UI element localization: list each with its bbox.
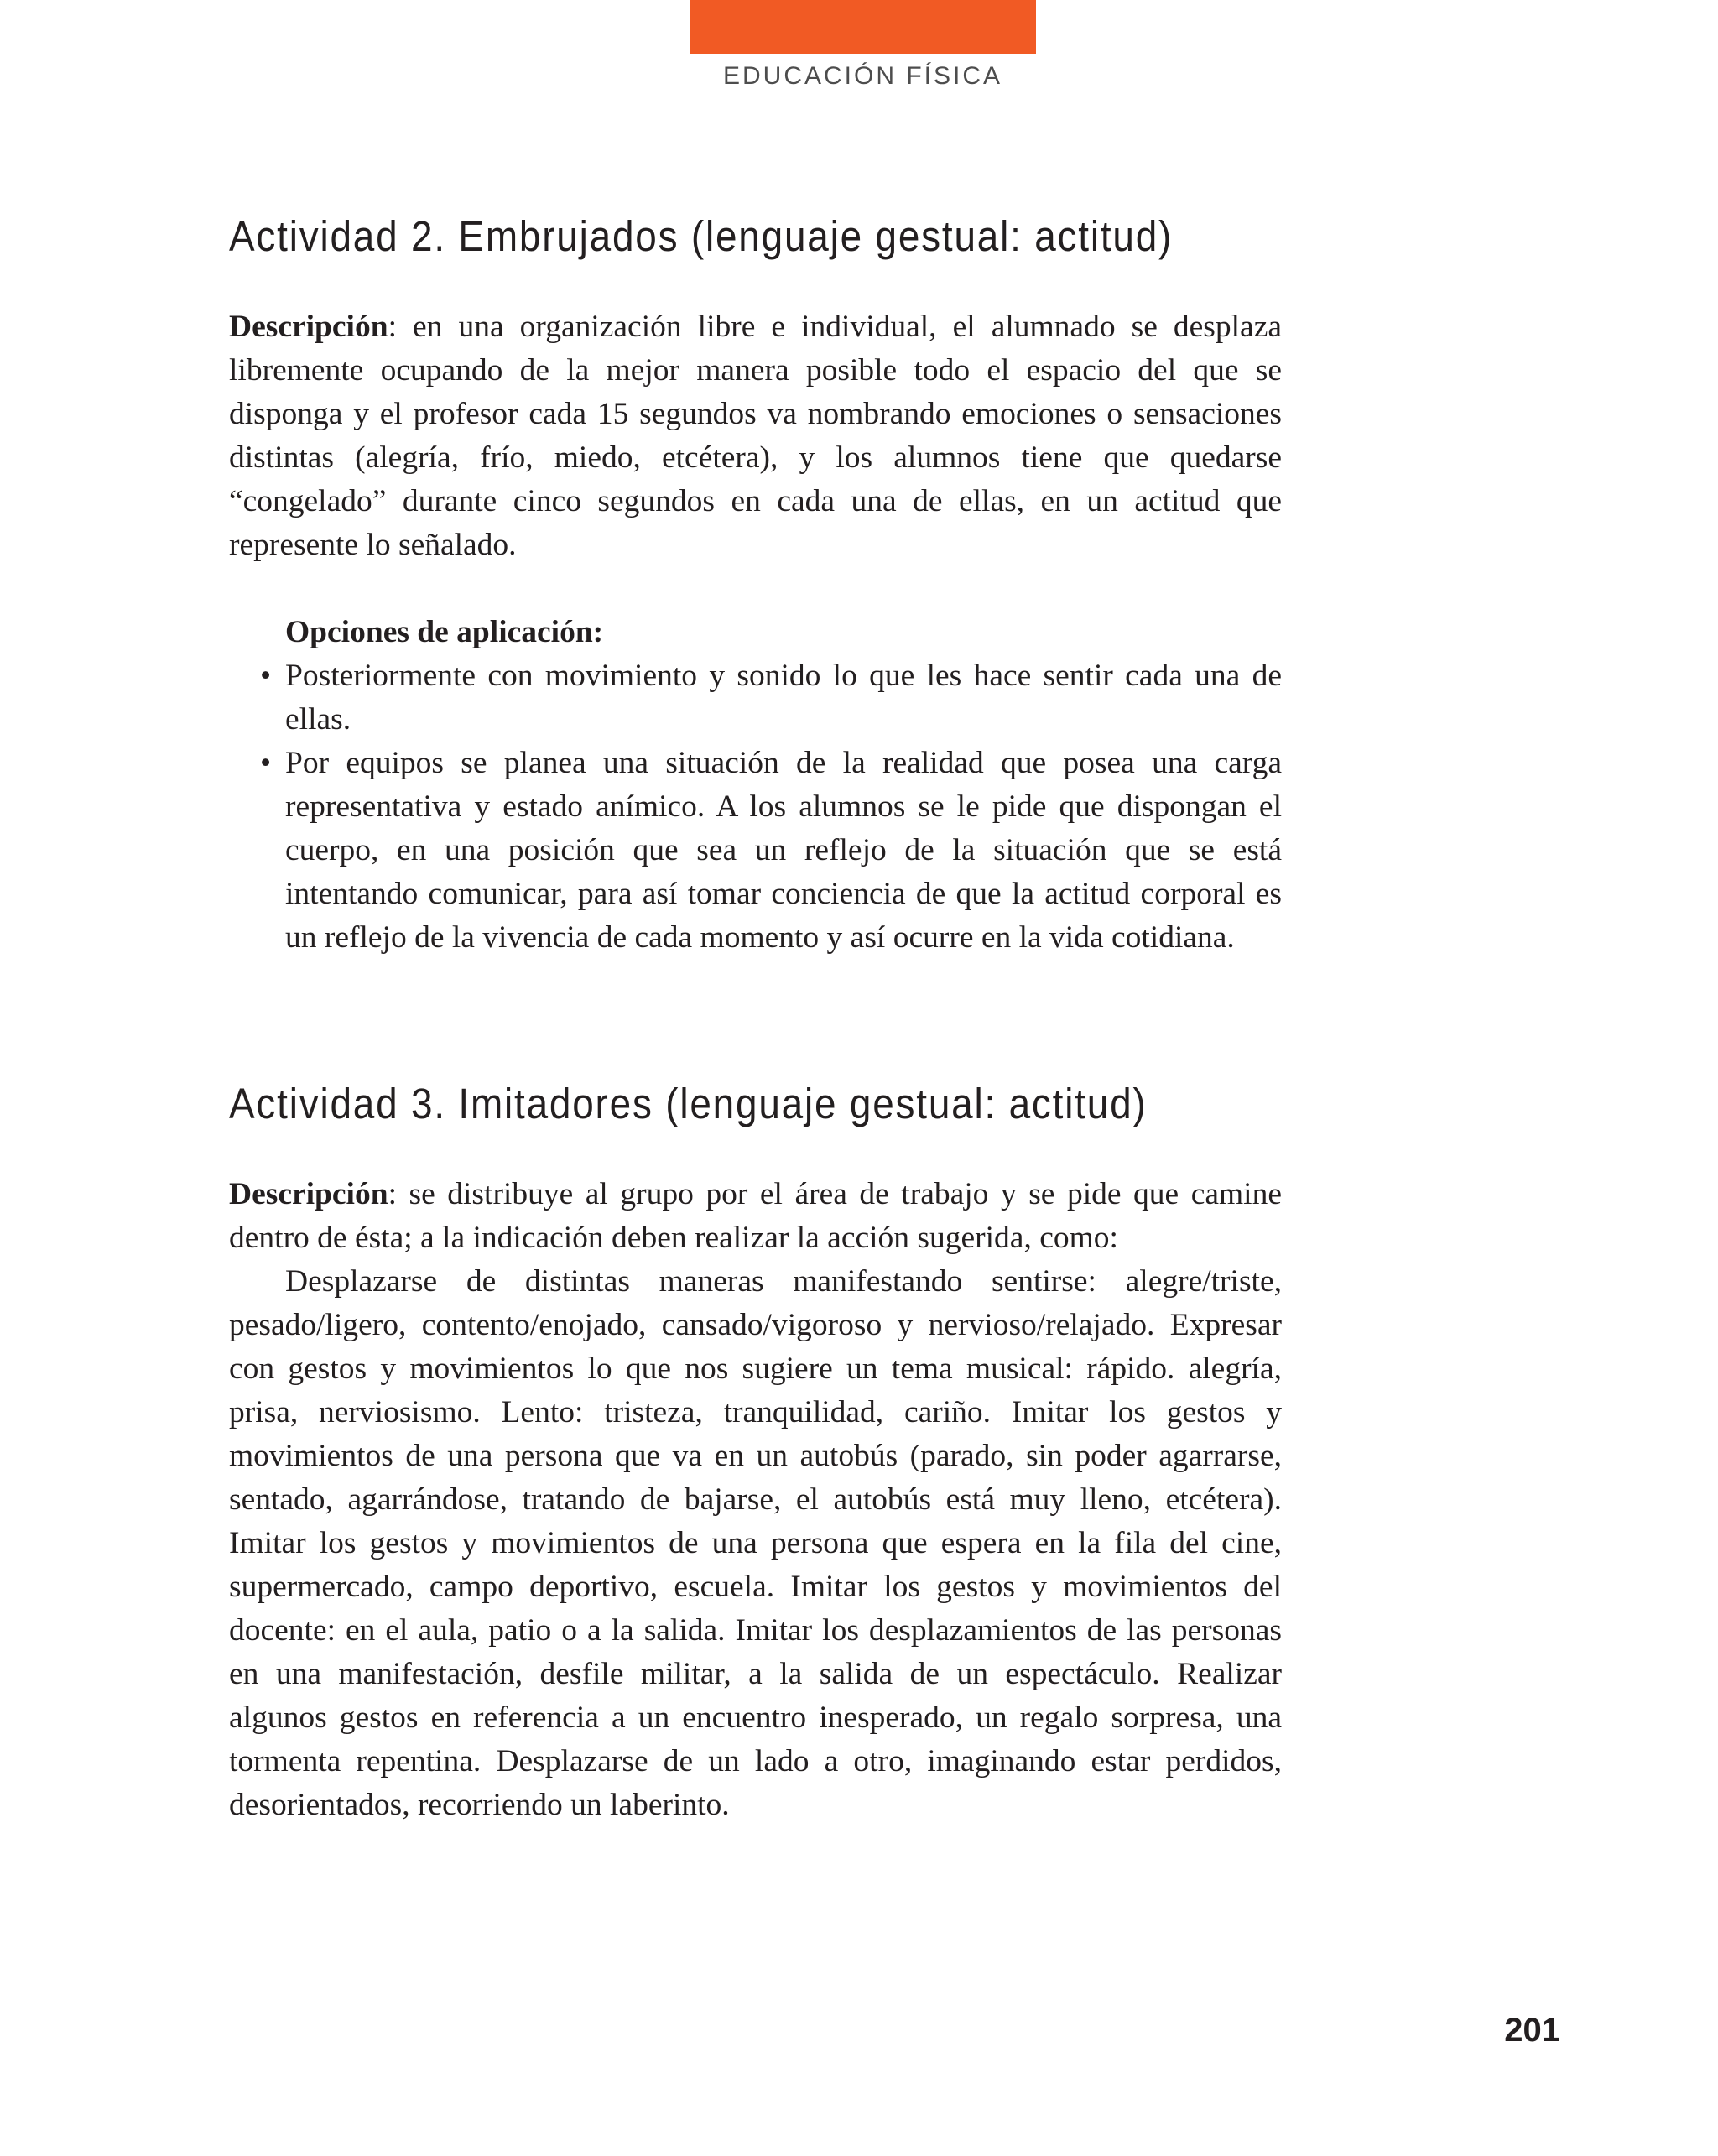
- activity-2-description: [229, 305, 1282, 567]
- description-text: : en una organización libre e individual, el alumnado se desplaza libremente ocupando de la mejor manera posible todo el espacio del que se disponga y el profesor cada 15 segundos va nombrando emociones o sensaciones distintas (alegría, frío, miedo, etcétera), y los alumnos tiene que quedarse “congelado” durante cinco segundos en cada una de ellas, en un actitud que represente lo señalado.: [229, 310, 1282, 562]
- activity-2-title: Actividad 2. Embrujados (lenguaje gestual: actitud): [229, 212, 1174, 260]
- bullet-icon: •: [260, 659, 272, 693]
- page-content: [229, 210, 1282, 1827]
- description-label: Descripción: [229, 310, 388, 344]
- list-item: [260, 742, 1282, 960]
- list-item: [260, 654, 1282, 742]
- description-text: : se distribuye al grupo por el área de trabajo y se pide que camine dentro de ésta; a la indicación deben realizar la acción sugerida, como:: [229, 1177, 1282, 1255]
- description-label: Descripción: [229, 1177, 388, 1211]
- list-item-text: Por equipos se planea una situación de la realidad que posea una carga representativa y estado anímico. A los alumnos se le pide que dispongan el cuerpo, en una posición que sea un reflejo de la situación que se está intentando comunicar, para así tomar conciencia de que la actitud corporal es un reflejo de la vivencia de cada momento y así ocurre en la vida cotidiana.: [285, 746, 1282, 955]
- activity-3-description: [229, 1173, 1282, 1260]
- header-accent-bar: [690, 0, 1036, 54]
- page-number: 201: [1504, 2012, 1560, 2049]
- bullet-icon: •: [260, 746, 272, 780]
- list-item-text: Posteriormente con movimiento y sonido lo que les hace sentir cada una de ellas.: [285, 659, 1282, 737]
- activity-3-title: Actividad 3. Imitadores (lenguaje gestual: actitud): [229, 1080, 1148, 1127]
- options-list: [229, 654, 1282, 960]
- running-header: EDUCACIÓN FÍSICA: [722, 62, 1003, 90]
- options-heading: Opciones de aplicación:: [285, 615, 604, 649]
- activity-3-paragraph: Desplazarse de distintas maneras manifestando sentirse: alegre/triste, pesado/ligero, contento/enojado, cansado/vigoroso y nervioso/relajado. Expresar con gestos y movimientos lo que nos sugiere un tema musical: rápido. alegría, prisa, nerviosismo. Lento: tristeza, tranquilidad, cariño. Imitar los gestos y movimientos de una persona que va en un autobús (parado, sin poder agarrarse, sentado, agarrándose, tratando de bajarse, el autobús está muy lleno, etcétera). Imitar los gestos y movimientos de una persona que espera en la fila del cine, supermercado, campo deportivo, escuela. Imitar los gestos y movimientos del docente: en el aula, patio o a la salida. Imitar los desplazamientos de las personas en una manifestación, desfile militar, a la salida de un espectáculo. Realizar algunos gestos en referencia a un encuentro inesperado, un regalo sorpresa, una tormenta repentina. Desplazarse de un lado a otro, imaginando estar perdidos, desorientados, recorriendo un laberinto.: [229, 1264, 1282, 1822]
